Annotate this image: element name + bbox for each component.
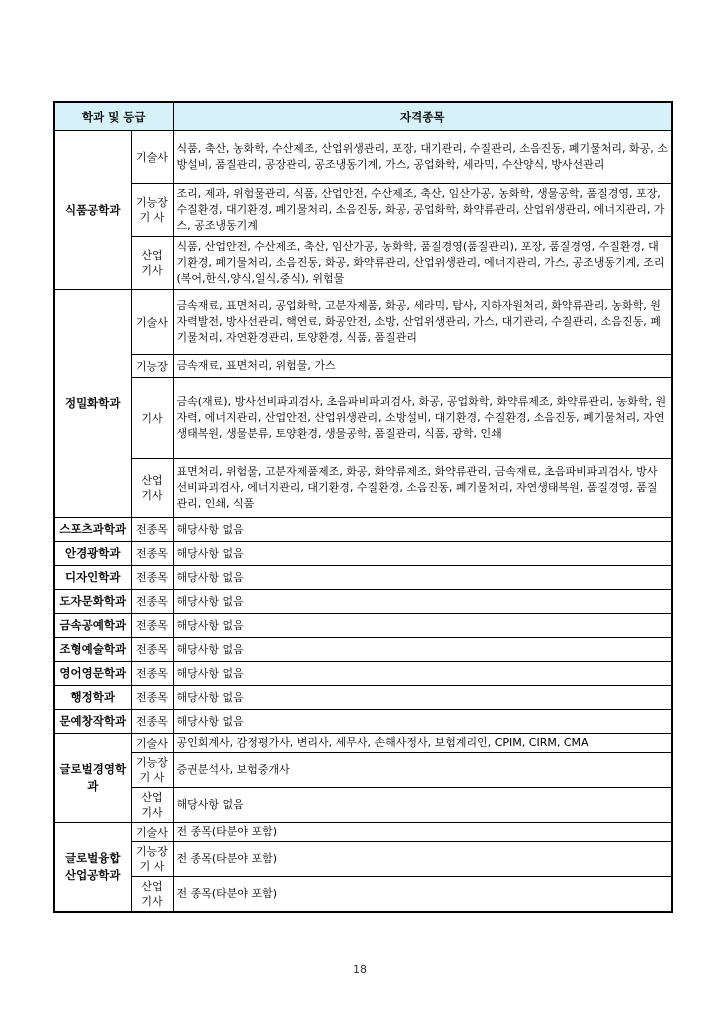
cert-list: 식품, 산업안전, 수산제조, 축산, 임산가공, 농화학, 품질경영(품질관리), 포장, 품질경영, 수질환경, 대기환경, 폐기물처리, 소음진동, 화공, 화약류관리, 산업위생관리, 에너지관리, 가스, 공조냉동기계, 조리(복어,한식,양식,일식,중식), 위험물 (173, 237, 672, 290)
cert-list: 해당사항 없음 (173, 614, 672, 638)
grade-label: 전종목 (131, 662, 173, 686)
table-row (54, 378, 672, 459)
cert-list: 공인회계사, 감정평가사, 변리사, 세무사, 손해사정사, 보험계리인, CPIM, CIRM, CMA (173, 734, 672, 753)
grade-label: 기술사 (131, 131, 173, 184)
cert-list: 해당사항 없음 (173, 638, 672, 662)
dept-name: 안경광학과 (54, 542, 131, 566)
table-row (54, 710, 672, 734)
table-row (54, 788, 672, 823)
dept-fine-chemistry: 정밀화학과 (54, 290, 131, 518)
cert-list: 전 종목(타분야 포함) (173, 823, 672, 842)
cert-list: 해당사항 없음 (173, 590, 672, 614)
table-row (54, 753, 672, 788)
cert-list: 해당사항 없음 (173, 710, 672, 734)
cert-list: 금속재료, 표면처리, 공업화학, 고분자제품, 화공, 세라믹, 탐사, 지하자원처리, 화약류관리, 농화학, 원자력발전, 방사선관리, 핵연료, 화공안전, 소방, 산업위생관리, 가스, 대기관리, 수질관리, 소음진동, 폐기물처리, 자연환경관리, 토양환경, 식품, 품질관리 (173, 290, 672, 355)
grade-label: 산업 기사 (131, 237, 173, 290)
dept-global-convergence: 글로벌융합 산업공학과 (54, 823, 131, 913)
page-number: 18 (353, 963, 367, 976)
table-row (54, 237, 672, 290)
cert-list: 증권분석사, 보험중개사 (173, 753, 672, 788)
dept-name: 문예창작학과 (54, 710, 131, 734)
cert-list: 금속재료, 표면처리, 위험물, 가스 (173, 355, 672, 378)
grade-label: 기술사 (131, 290, 173, 355)
dept-name: 조형예술학과 (54, 638, 131, 662)
cert-list: 해당사항 없음 (173, 566, 672, 590)
table-row (54, 842, 672, 877)
grade-label: 전종목 (131, 686, 173, 710)
dept-food-engineering: 식품공학과 (54, 131, 131, 290)
table-row (54, 518, 672, 542)
grade-label: 산업 기사 (131, 459, 173, 518)
cert-list: 금속(재료), 방사선비파괴검사, 초음파비파괴검사, 화공, 공업화학, 화약류제조, 화약류관리, 농화학, 원자력, 에너지관리, 산업안전, 산업위생관리, 소방설비, 대기환경, 수질환경, 소음진동, 폐기물처리, 자연생태복원, 생물분류, 토양환경, 생물공학, 품질관리, 식품, 광학, 인쇄 (173, 378, 672, 459)
table-row (54, 131, 672, 184)
cert-list: 전 종목(타분야 포함) (173, 877, 672, 913)
table-row (54, 355, 672, 378)
certification-table (53, 101, 673, 913)
cert-list: 조리, 제과, 위험물관리, 식품, 산업안전, 수산제조, 축산, 임산가공, 농화학, 생물공학, 품질경영, 포장, 수질환경, 대기환경, 폐기물처리, 소음진동, 화공, 공업화학, 화약류관리, 산업위생관리, 에너지관리, 가스, 공조냉동기계 (173, 184, 672, 237)
table-row (54, 877, 672, 913)
table-row (54, 459, 672, 518)
table-row (54, 686, 672, 710)
table-row (54, 566, 672, 590)
table-row (54, 614, 672, 638)
grade-label: 전종목 (131, 566, 173, 590)
grade-label: 전종목 (131, 710, 173, 734)
table-row (54, 184, 672, 237)
grade-label: 전종목 (131, 590, 173, 614)
dept-name: 영어영문학과 (54, 662, 131, 686)
table-row (54, 662, 672, 686)
grade-label: 기능장 기 사 (131, 753, 173, 788)
grade-label: 기사 (131, 378, 173, 459)
grade-label: 전종목 (131, 614, 173, 638)
grade-label: 기능장 (131, 355, 173, 378)
grade-label: 기능장 기 사 (131, 184, 173, 237)
table-row (54, 734, 672, 753)
dept-global-business: 글로벌경영학과 (54, 734, 131, 823)
grade-label: 기술사 (131, 734, 173, 753)
header-dept-grade: 학과 및 등급 (54, 102, 173, 131)
cert-list: 해당사항 없음 (173, 662, 672, 686)
dept-name: 디자인학과 (54, 566, 131, 590)
header-certs: 자격종목 (173, 102, 672, 131)
dept-name: 스포츠과학과 (54, 518, 131, 542)
cert-list: 해당사항 없음 (173, 518, 672, 542)
table-header-row (54, 102, 672, 131)
grade-label: 기능장 기 사 (131, 842, 173, 877)
cert-list: 해당사항 없음 (173, 788, 672, 823)
grade-label: 전종목 (131, 638, 173, 662)
dept-name: 도자문화학과 (54, 590, 131, 614)
cert-list: 표면처리, 위험물, 고분자제품제조, 화공, 화약류제조, 화약류관리, 금속재료, 초음파비파괴검사, 방사선비파괴검사, 에너지관리, 대기환경, 수질환경, 소음진동, 폐기물처리, 자연생태복원, 품질경영, 품질관리, 인쇄, 식품 (173, 459, 672, 518)
dept-name: 행정학과 (54, 686, 131, 710)
table-row (54, 290, 672, 355)
grade-label: 전종목 (131, 542, 173, 566)
grade-label: 산업 기사 (131, 788, 173, 823)
cert-list: 전 종목(타분야 포함) (173, 842, 672, 877)
cert-list: 해당사항 없음 (173, 686, 672, 710)
table-row (54, 638, 672, 662)
grade-label: 전종목 (131, 518, 173, 542)
cert-list: 식품, 축산, 농화학, 수산제조, 산업위생관리, 포장, 대기관리, 수질관리, 소음진동, 폐기물처리, 화공, 소방설비, 품질관리, 공장관리, 공조냉동기계, 가스, 공업화학, 세라믹, 수산양식, 방사선관리 (173, 131, 672, 184)
grade-label: 기술사 (131, 823, 173, 842)
dept-name: 금속공예학과 (54, 614, 131, 638)
table-row (54, 823, 672, 842)
grade-label: 산업 기사 (131, 877, 173, 913)
table-row (54, 542, 672, 566)
cert-list: 해당사항 없음 (173, 542, 672, 566)
table-row (54, 590, 672, 614)
